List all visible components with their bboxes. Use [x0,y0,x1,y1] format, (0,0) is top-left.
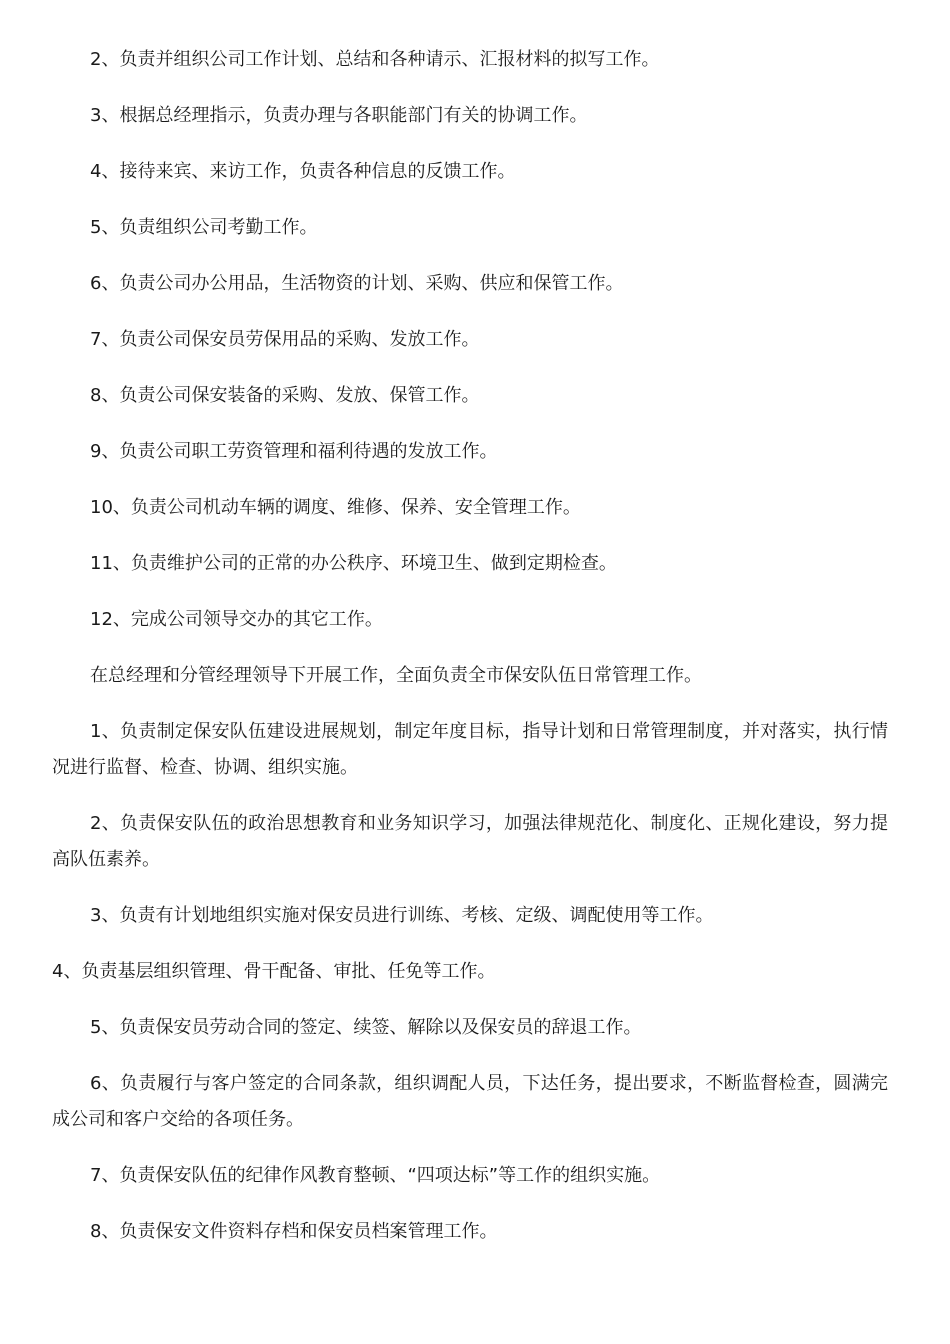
paragraph-20: 8、负责保安文件资料存档和保安员档案管理工作。 [90,1221,498,1242]
paragraph-10: 11、负责维护公司的正常的办公秩序、环境卫生、做到定期检查。 [90,553,617,574]
paragraph-12: 在总经理和分管经理领导下开展工作，全面负责全市保安队伍日常管理工作。 [90,665,702,686]
paragraph-11: 12、完成公司领导交办的其它工作。 [90,609,383,630]
paragraph-4: 5、负责组织公司考勤工作。 [90,217,318,238]
paragraph-9: 10、负责公司机动车辆的调度、维修、保养、安全管理工作。 [90,497,581,518]
paragraph-5: 6、负责公司办公用品，生活物资的计划、采购、供应和保管工作。 [90,273,624,294]
paragraph-8: 9、负责公司职工劳资管理和福利待遇的发放工作。 [90,441,498,462]
paragraph-16: 4、负责基层组织管理、骨干配备、审批、任免等工作。 [52,961,496,982]
paragraph-14: 2、负责保安队伍的政治思想教育和业务知识学习，加强法律规范化、制度化、正规化建设，努力提高队伍素养。 [52,813,888,870]
paragraph-13: 1、负责制定保安队伍建设进展规划，制定年度目标，指导计划和日常管理制度，并对落实，执行情况进行监督、检查、协调、组织实施。 [52,721,888,778]
paragraph-17: 5、负责保安员劳动合同的签定、续签、解除以及保安员的辞退工作。 [90,1017,642,1038]
document-page [52,0,888,1250]
paragraph-15: 3、负责有计划地组织实施对保安员进行训练、考核、定级、调配使用等工作。 [90,905,714,926]
paragraph-6: 7、负责公司保安员劳保用品的采购、发放工作。 [90,329,480,350]
paragraph-1: 2、负责并组织公司工作计划、总结和各种请示、汇报材料的拟写工作。 [90,49,660,70]
paragraph-19: 7、负责保安队伍的纪律作风教育整顿、“四项达标”等工作的组织实施。 [90,1165,661,1186]
paragraph-2: 3、根据总经理指示，负责办理与各职能部门有关的协调工作。 [90,105,588,126]
paragraph-18: 6、负责履行与客户签定的合同条款，组织调配人员，下达任务，提出要求，不断监督检查，圆满完成公司和客户交给的各项任务。 [52,1073,888,1130]
paragraph-7: 8、负责公司保安装备的采购、发放、保管工作。 [90,385,480,406]
paragraph-3: 4、接待来宾、来访工作，负责各种信息的反馈工作。 [90,161,516,182]
